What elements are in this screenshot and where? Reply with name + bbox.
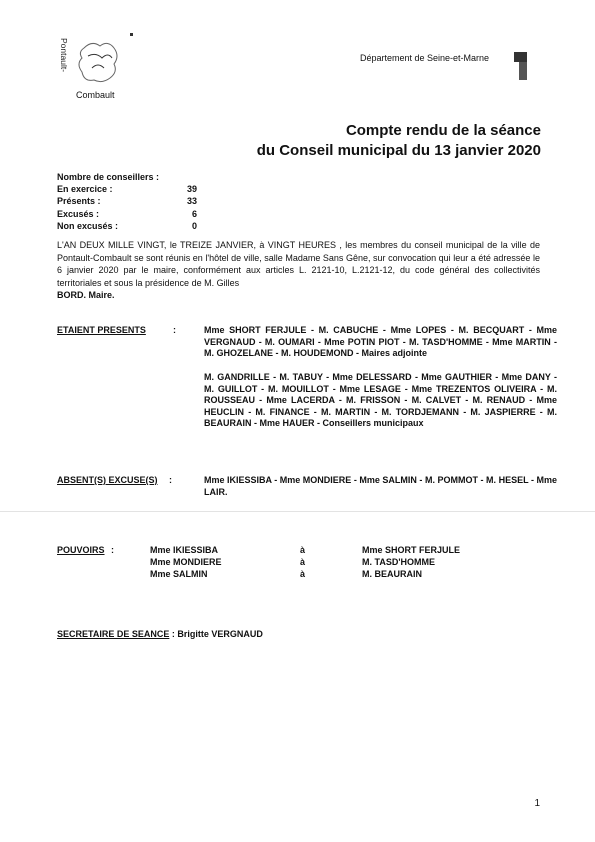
count-label: En exercice : [57, 184, 113, 195]
count-value: 6 [191, 208, 197, 219]
pouvoir-from: Mme MONDIERE [150, 557, 222, 567]
presents-colon: : [173, 325, 176, 335]
pouvoir-a: à [300, 569, 306, 579]
pouvoir-a: à [300, 545, 306, 555]
councillor-counts [57, 171, 257, 232]
logo-vertical-text: Pontault- [59, 38, 69, 73]
count-label: Excusés : [57, 208, 100, 219]
secretaire-label: SECRETAIRE DE SEANCE [57, 629, 170, 639]
absents-label: ABSENT(S) EXCUSE(S) [57, 475, 158, 485]
count-row [57, 220, 197, 232]
intro-paragraph [57, 239, 540, 302]
pouvoirs-colon: : [111, 545, 114, 555]
document-subtitle: du Conseil municipal du 13 janvier 2020 [256, 142, 541, 159]
count-row [57, 208, 197, 220]
count-row [57, 195, 197, 207]
secretaire-value: : Brigitte VERGNAUD [171, 629, 263, 639]
secretaire-line [57, 629, 263, 639]
pouvoir-from: Mme IKIESSIBA [150, 545, 219, 555]
count-value: 33 [186, 196, 197, 207]
document-title: Compte rendu de la séance [345, 122, 541, 139]
scan-divider [0, 511, 595, 512]
absents-colon: : [169, 475, 172, 485]
count-label: Présents : [57, 196, 101, 207]
intro-end: BORD. Maire. [57, 290, 115, 300]
city-logo [74, 38, 124, 90]
pouvoir-from: Mme SALMIN [150, 569, 208, 579]
pouvoir-to: Mme SHORT FERJULE [362, 545, 461, 555]
count-label: Non excusés : [57, 220, 119, 231]
absents-list: Mme IKIESSIBA - Mme MONDIERE - Mme SALMIN - M. POMMOT - M. HESEL - Mme LAIR. [204, 475, 557, 497]
counts-header: Nombre de conseillers : [57, 172, 160, 182]
intro-text: L'AN DEUX MILLE VINGT, le TREIZE JANVIER, à VINGT HEURES , les membres du conseil municipal de la ville de Pontault-Combault se sont réunis en l'hôtel de ville, salle Madame Sans Gêne, sur convocation qui leur a été adressée le 6 janvier 2020 par le maire, conformément aux articles L. 2121-10, L.2121-12, du code général des collectivités territoriales et sous la présidence de M. Gilles [57, 240, 540, 288]
scan-mark [519, 62, 527, 80]
scan-mark [130, 33, 133, 36]
scan-mark [514, 52, 527, 62]
count-value: 0 [191, 220, 197, 231]
pouvoir-to: M. BEAURAIN [362, 569, 422, 579]
logo-text: Combault [76, 90, 115, 100]
department-label: Département de Seine-et-Marne [360, 53, 490, 63]
presents-conseillers: M. GANDRILLE - M. TABUY - Mme DELESSARD - Mme GAUTHIER - Mme DANY - M. GUILLOT - M. MOUILLOT - Mme LESAGE - Mme TREZENTOS OLIVEIRA - M. ROUSSEAU - Mme LACERDA - M. FRISSON - M. CALVET - M. RENAUD - Mme HEUCLIN - M. FINANCE - M. MARTIN - M. TORDJEMANN - M. JASPIERRE - M. BEAURAIN - Mme HAUER - Conseillers municipaux [204, 372, 557, 429]
presents-adjoints: Mme SHORT FERJULE - M. CABUCHE - Mme LOPES - M. BECQUART - Mme VERGNAUD - M. OUMARI - Mme POTIN PIOT - M. TASD'HOMME - Mme MARTIN - M. GHOZELANE - M. HOUDEMOND - Maires adjointe [204, 325, 557, 359]
presents-label: ETAIENT PRESENTS [57, 325, 146, 335]
count-value: 39 [186, 184, 197, 195]
page-number: 1 [534, 798, 540, 809]
count-row [57, 183, 197, 195]
pouvoir-a: à [300, 557, 306, 567]
pouvoir-to: M. TASD'HOMME [362, 557, 435, 567]
pouvoirs-label: POUVOIRS [57, 545, 105, 555]
